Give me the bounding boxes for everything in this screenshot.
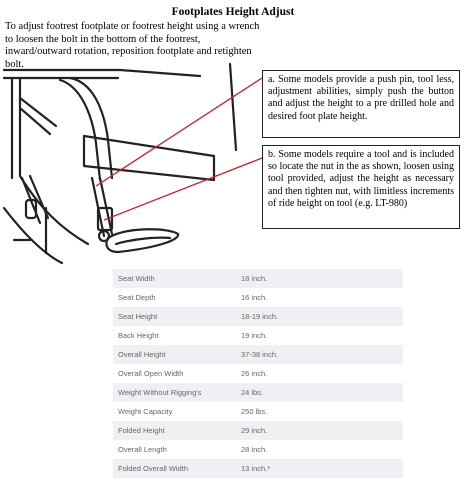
- table-row: [113, 269, 403, 288]
- spec-value: 19 inch.: [236, 326, 403, 345]
- spec-label: Seat Height: [113, 307, 236, 326]
- spec-value: 16 inch.: [236, 288, 403, 307]
- footrest-illustration: [0, 58, 270, 268]
- spec-value: 18-19 inch.: [236, 307, 403, 326]
- table-row: [113, 421, 403, 440]
- spec-label: Folded Overall Width: [113, 459, 236, 478]
- intro-paragraph: To adjust footrest footplate or footrest height using a wrench to loosen the bolt in the bottom of the footrest, inward/outward rotation, reposition footplate and retighten bolt.: [5, 21, 260, 70]
- spec-label: Weight Capacity: [113, 402, 236, 421]
- spec-value: 24 lbs.: [236, 383, 403, 402]
- table-row: [113, 288, 403, 307]
- spec-label: Weight Without Rigging's: [113, 383, 236, 402]
- table-row: [113, 402, 403, 421]
- spec-label: Seat Width: [113, 269, 236, 288]
- spec-label: Overall Height: [113, 345, 236, 364]
- spec-label: Overall Open Width: [113, 364, 236, 383]
- page-title: Footplates Height Adjust: [171, 6, 295, 18]
- table-row: [113, 440, 403, 459]
- note-tool-nut: b. Some models require a tool and is included so locate the nut in the as shown, loosen using tool provided, adjust the height as necessary and then tighten nut, with limitless increments of ride height on tool (e.g. LT-980): [262, 145, 460, 229]
- specs-table: [113, 269, 403, 478]
- spec-value: 18 inch.: [236, 269, 403, 288]
- table-row: [113, 345, 403, 364]
- spec-value: 37-38 inch.: [236, 345, 403, 364]
- table-row: [113, 326, 403, 345]
- spec-value: 28 inch.: [236, 440, 403, 459]
- spec-value: 26 inch.: [236, 364, 403, 383]
- table-row: [113, 383, 403, 402]
- spec-label: Seat Depth: [113, 288, 236, 307]
- spec-value: 13 inch.*: [236, 459, 403, 478]
- spec-value: 250 lbs.: [236, 402, 403, 421]
- table-row: [113, 307, 403, 326]
- spec-label: Overall Length: [113, 440, 236, 459]
- note-push-pin: a. Some models provide a push pin, tool less, adjustment abilities, simply push the button and adjust the height to a pre drilled hole and desired foot plate height.: [262, 70, 460, 138]
- table-row: [113, 459, 403, 478]
- spec-value: 29 inch.: [236, 421, 403, 440]
- spec-label: Back Height: [113, 326, 236, 345]
- spec-label: Folded Height: [113, 421, 236, 440]
- table-row: [113, 364, 403, 383]
